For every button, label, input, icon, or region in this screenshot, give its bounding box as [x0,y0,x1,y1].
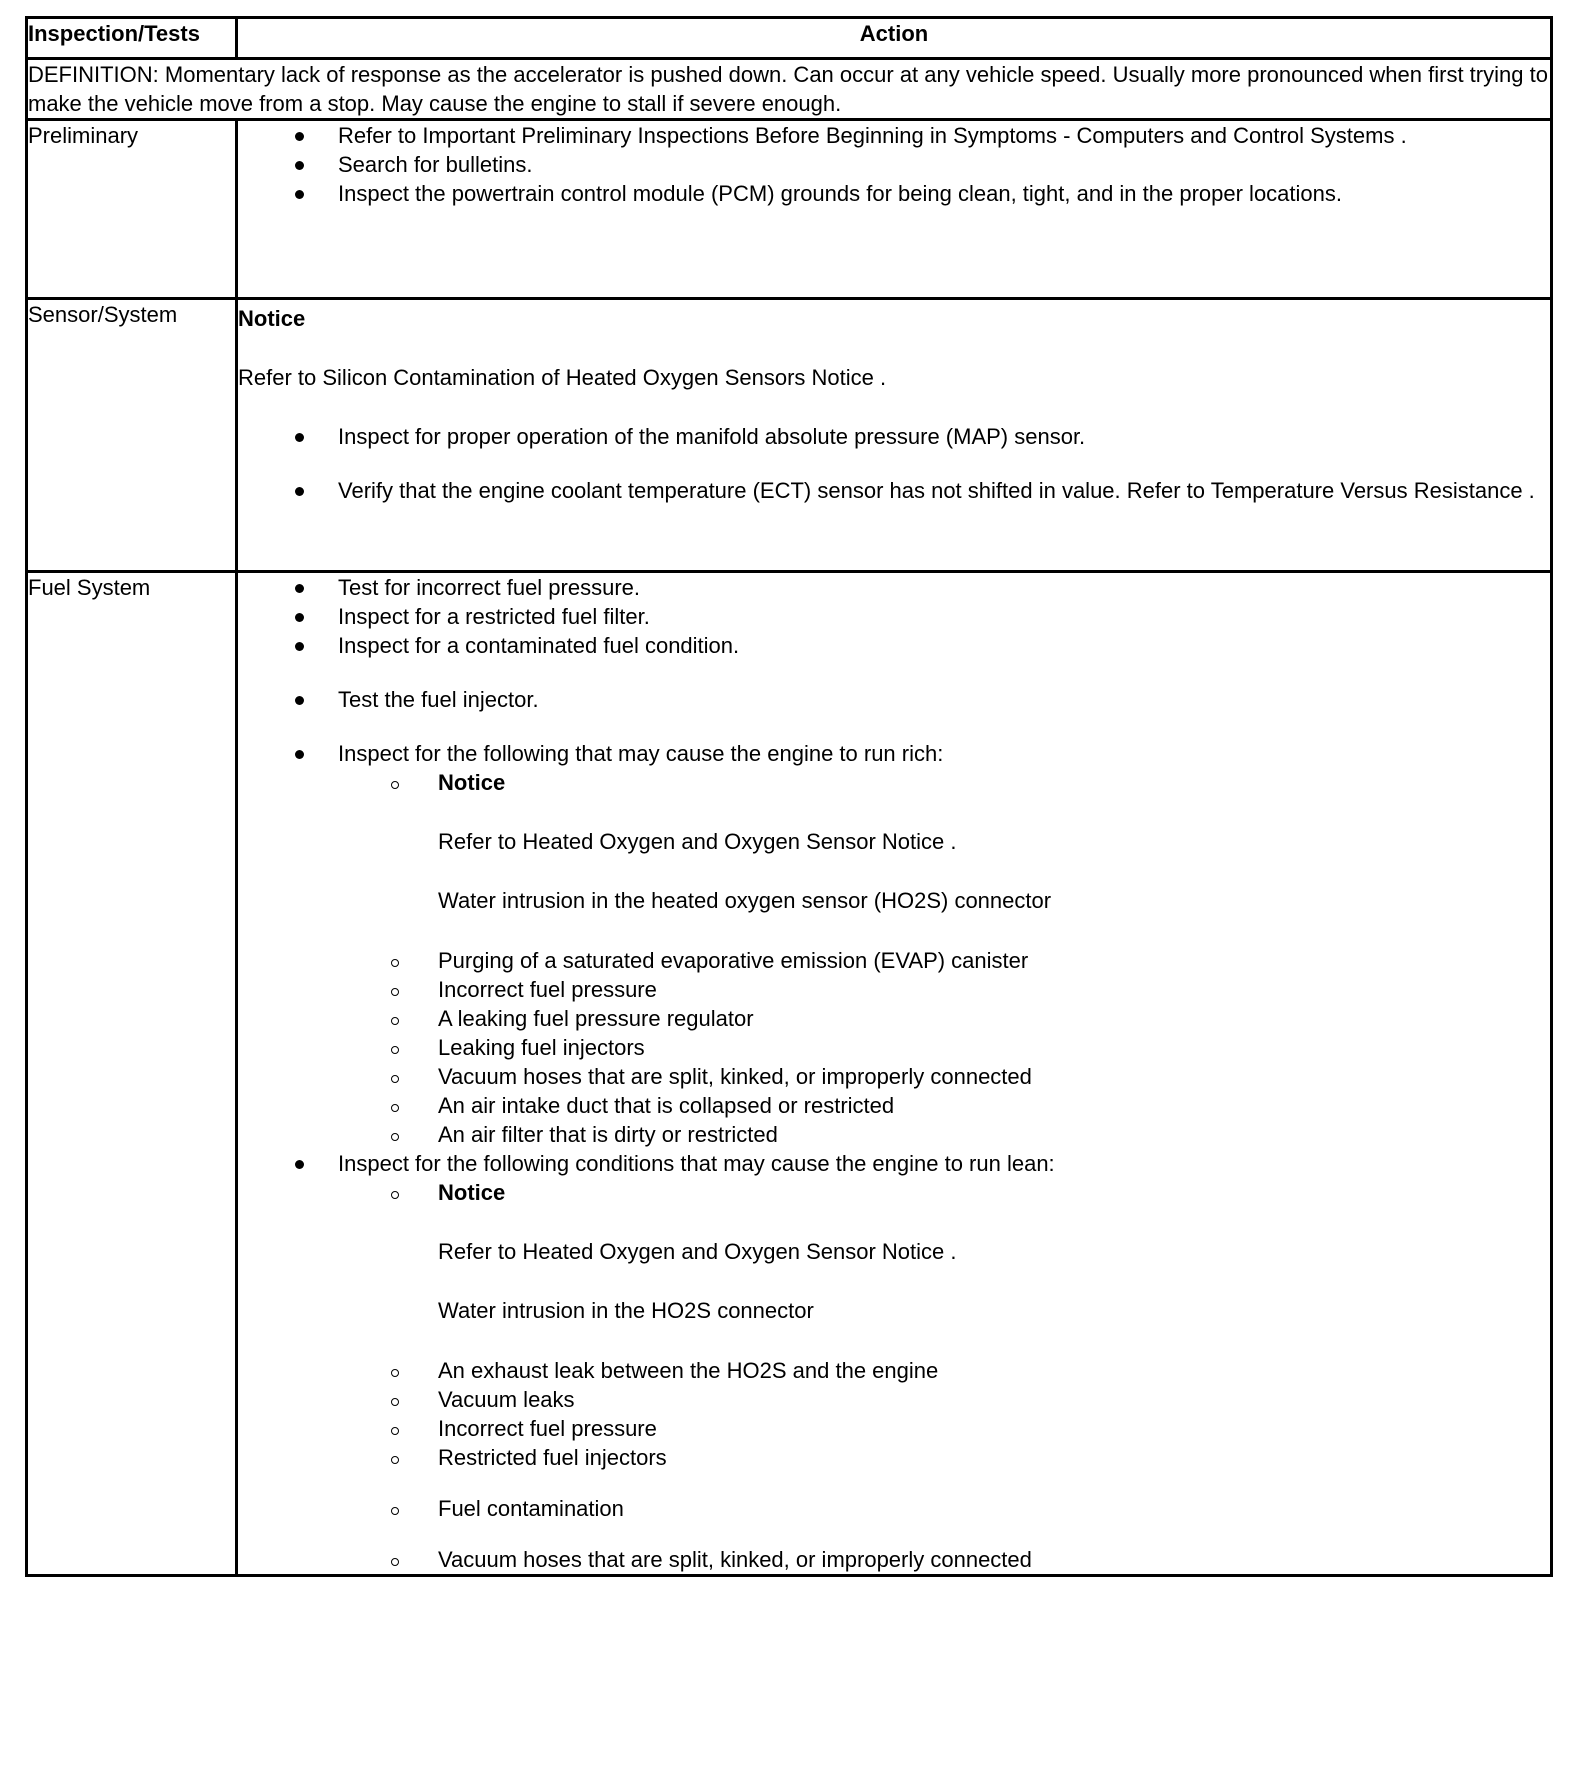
fuel-system-row [27,572,1552,1576]
list-item: Vacuum leaks [238,1385,1550,1414]
list-item: An exhaust leak between the HO2S and the engine [238,1356,1550,1385]
fuel-list [238,573,1550,1574]
rich-notice-text: Refer to Heated Oxygen and Oxygen Sensor Notice . [438,829,957,854]
list-item: An air filter that is dirty or restricted [238,1120,1550,1149]
list-item: Test the fuel injector. [238,685,1550,714]
list-item: Restricted fuel injectors [238,1443,1550,1472]
list-item: Inspect for a contaminated fuel condition. [238,631,1550,660]
preliminary-actions [237,120,1552,299]
definition-text: DEFINITION: Momentary lack of response as the accelerator is pushed down. Can occur at any vehicle speed. Usually more pronounced when first trying to make the vehicle move from a stop. May cause the engine to stall if severe enough. [27,59,1552,120]
sensor-list [238,422,1550,505]
list-item: Vacuum hoses that are split, kinked, or improperly connected [238,1062,1550,1091]
fuel-system-label: Fuel System [27,572,237,1576]
lean-notice-title: Notice [238,1178,1550,1207]
header-action: Action [237,18,1552,59]
list-item: Fuel contamination [238,1494,1550,1523]
list-item: Leaking fuel injectors [238,1033,1550,1062]
diagnostic-table [25,16,1553,1577]
list-item: Vacuum hoses that are split, kinked, or improperly connected [238,1545,1550,1574]
list-item: Inspect for a restricted fuel filter. [238,602,1550,631]
preliminary-row [27,120,1552,299]
list-item: Purging of a saturated evaporative emission (EVAP) canister [238,946,1550,975]
list-item: A leaking fuel pressure regulator [238,1004,1550,1033]
list-item: An air intake duct that is collapsed or restricted [238,1091,1550,1120]
definition-row [27,59,1552,120]
list-item: Verify that the engine coolant temperature (ECT) sensor has not shifted in value. Refer to Temperature Versus Resistance . [238,476,1550,505]
list-item-rich [238,739,1550,1149]
sensor-system-row [27,299,1552,572]
list-item: Incorrect fuel pressure [238,1414,1550,1443]
preliminary-label: Preliminary [27,120,237,299]
lean-notice-item: Water intrusion in the HO2S connector [438,1298,814,1323]
lean-notice-text: Refer to Heated Oxygen and Oxygen Sensor Notice . [438,1239,957,1264]
lean-intro: Inspect for the following conditions that may cause the engine to run lean: [338,1151,1055,1176]
sensor-system-actions [237,299,1552,572]
fuel-system-actions [237,572,1552,1576]
list-item: Search for bulletins. [238,150,1550,179]
rich-intro: Inspect for the following that may cause the engine to run rich: [338,741,944,766]
rich-notice-item: Water intrusion in the heated oxygen sensor (HO2S) connector [438,888,1052,913]
list-item: Test for incorrect fuel pressure. [238,573,1550,602]
list-item-lean [238,1149,1550,1574]
list-item: Inspect the powertrain control module (PCM) grounds for being clean, tight, and in the proper locations. [238,179,1550,208]
list-item: Inspect for proper operation of the manifold absolute pressure (MAP) sensor. [238,422,1550,451]
list-item: Incorrect fuel pressure [238,975,1550,1004]
list-item: Refer to Important Preliminary Inspections Before Beginning in Symptoms - Computers and Control Systems . [238,121,1550,150]
notice-text: Refer to Silicon Contamination of Heated Oxygen Sensors Notice . [238,365,887,390]
notice-title: Notice [238,306,306,331]
header-row [27,18,1552,59]
lean-sublist [238,1178,1550,1574]
header-inspection-tests: Inspection/Tests [27,18,237,59]
preliminary-list [238,121,1550,208]
rich-sublist [238,768,1550,1149]
sensor-system-label: Sensor/System [27,299,237,572]
rich-notice-title: Notice [238,768,1550,797]
